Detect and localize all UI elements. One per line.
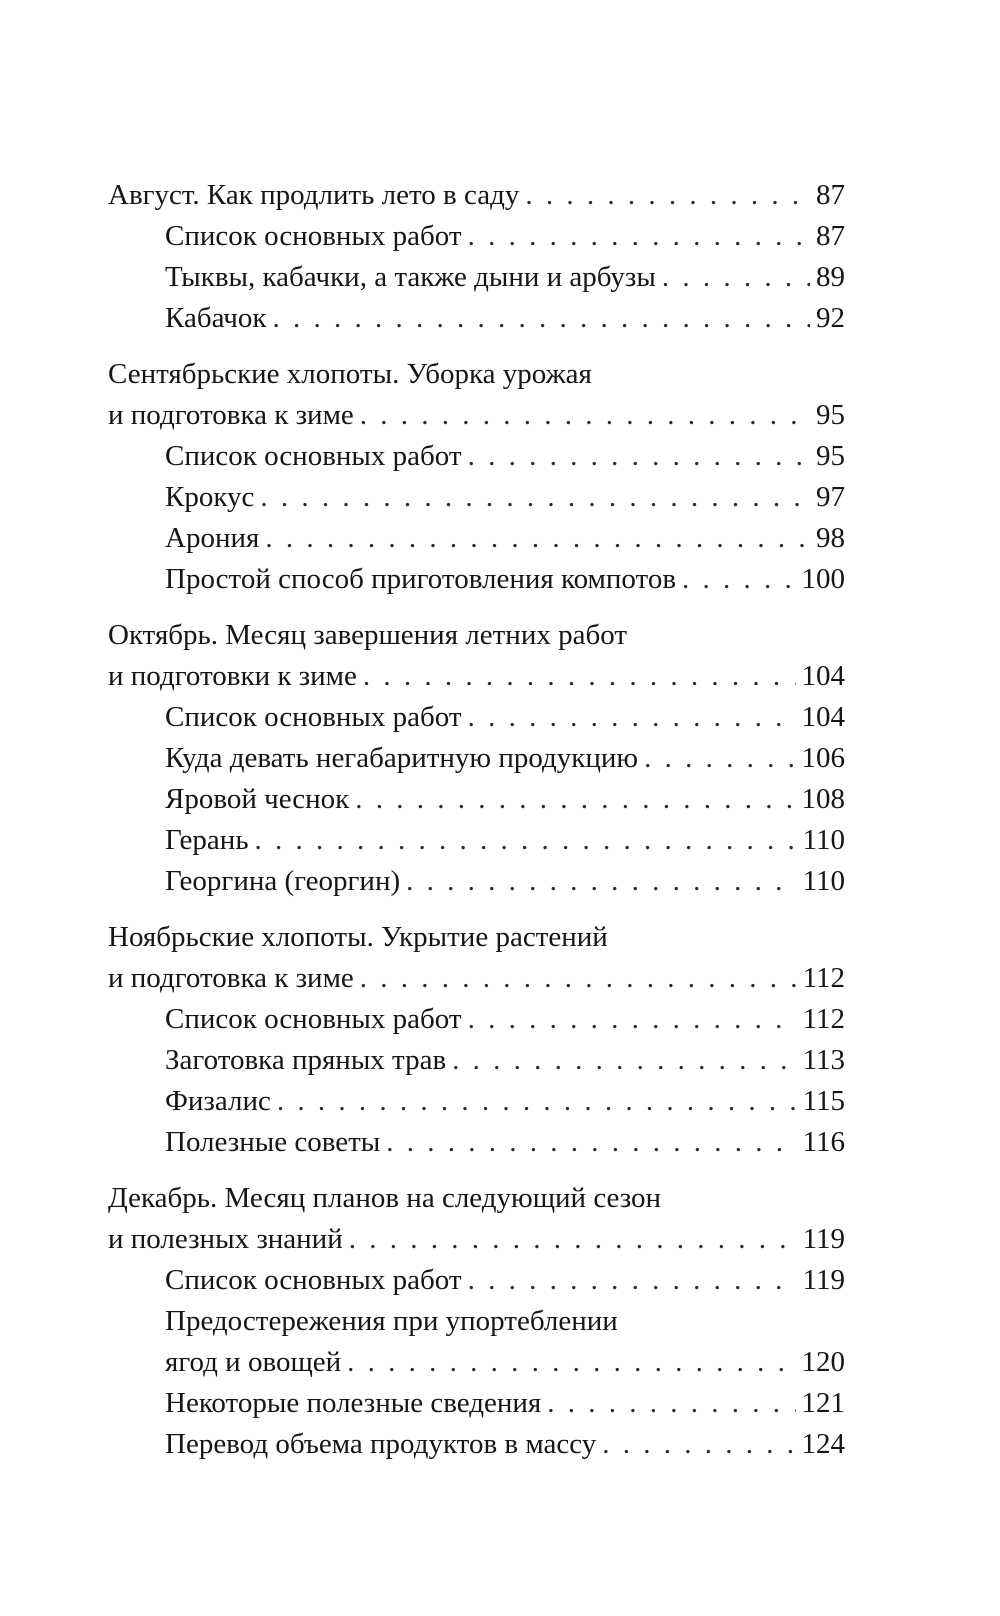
toc-section [108, 615, 845, 902]
dot-leader [360, 395, 810, 436]
page-number: 104 [801, 701, 845, 733]
toc-item [108, 1260, 845, 1301]
page-number: 116 [802, 1126, 845, 1158]
dot-leader [272, 298, 810, 339]
toc-chapter-title: Август. Как продлить лето в саду [108, 179, 520, 211]
toc-item [108, 1040, 845, 1081]
toc-item [108, 861, 845, 902]
page-number: 95 [816, 399, 845, 431]
page-number: 97 [816, 481, 845, 513]
toc-item-title: Георгина (георгин) [165, 865, 401, 897]
toc-item [108, 257, 845, 298]
dot-leader [468, 1260, 797, 1301]
toc-chapter [108, 175, 845, 216]
page-number: 87 [816, 179, 845, 211]
page-number: 104 [801, 660, 845, 692]
page-number: 98 [816, 522, 845, 554]
toc-item-title: Тыквы, кабачки, а также дыни и арбузы [165, 261, 656, 293]
toc-item-title: Герань [165, 824, 249, 856]
toc-chapter-title: и подготовка к зиме [108, 399, 354, 431]
toc-chapter [108, 1219, 845, 1260]
dot-leader [347, 1342, 795, 1383]
dot-leader [277, 1081, 797, 1122]
page-number: 124 [801, 1428, 845, 1460]
toc-section [108, 354, 845, 600]
toc-item-title: Арония [165, 522, 260, 554]
toc-item [108, 1342, 845, 1383]
toc-chapter-title-line: Декабрь. Месяц планов на следующий сезон [108, 1182, 662, 1214]
toc-section [108, 1178, 845, 1465]
page-number: 100 [801, 563, 845, 595]
page-number: 110 [802, 865, 845, 897]
toc-item [108, 697, 845, 738]
toc-item [108, 779, 845, 820]
dot-leader [363, 656, 796, 697]
toc-chapter-title-line: Октябрь. Месяц завершения летних работ [108, 619, 628, 651]
page-number: 108 [801, 783, 845, 815]
dot-leader [349, 1219, 797, 1260]
page-number: 112 [802, 1003, 845, 1035]
dot-leader [547, 1383, 795, 1424]
dot-leader [468, 436, 810, 477]
toc-item-title: Перевод объема продуктов в массу [165, 1428, 597, 1460]
toc-item-title: ягод и овощей [165, 1346, 342, 1378]
toc-item-title: Полезные советы [165, 1126, 381, 1158]
toc-item-title: Список основных работ [165, 220, 462, 252]
page-number: 110 [802, 824, 845, 856]
page-number: 112 [802, 962, 845, 994]
toc-item [108, 559, 845, 600]
toc-item-title: Список основных работ [165, 1003, 462, 1035]
toc-item-title: Крокус [165, 481, 255, 513]
page-number: 113 [802, 1044, 845, 1076]
toc-item-title: Список основных работ [165, 1264, 462, 1296]
toc-item [108, 518, 845, 559]
toc-section [108, 175, 845, 339]
table-of-contents [108, 175, 845, 1480]
toc-chapter [108, 395, 845, 436]
dot-leader [662, 257, 810, 298]
toc-item-title: Физалис [165, 1085, 271, 1117]
toc-item [108, 1424, 845, 1465]
toc-section [108, 917, 845, 1163]
dot-leader [452, 1040, 796, 1081]
dot-leader [386, 1122, 796, 1163]
dot-leader [265, 518, 810, 559]
dot-leader [468, 697, 796, 738]
dot-leader [468, 999, 797, 1040]
page-number: 115 [802, 1085, 845, 1117]
toc-item-title: Заготовка пряных трав [165, 1044, 447, 1076]
toc-item-title: Некоторые полезные сведения [165, 1387, 542, 1419]
toc-item [108, 1383, 845, 1424]
page-number: 120 [801, 1346, 845, 1378]
dot-leader [682, 559, 795, 600]
dot-leader [360, 958, 797, 999]
toc-chapter-title: и подготовки к зиме [108, 660, 357, 692]
toc-item [108, 216, 845, 257]
page-number: 87 [816, 220, 845, 252]
dot-leader [260, 477, 810, 518]
toc-item-title: Список основных работ [165, 440, 462, 472]
dot-leader [355, 779, 795, 820]
page-number: 119 [802, 1223, 845, 1255]
page-number: 121 [801, 1387, 845, 1419]
toc-item [108, 820, 845, 861]
toc-chapter-title: и полезных знаний [108, 1223, 343, 1255]
toc-item-title: Куда девать негабаритную продукцию [165, 742, 639, 774]
toc-item-title: Простой способ приготовления компотов [165, 563, 677, 595]
dot-leader [602, 1424, 795, 1465]
toc-item [108, 436, 845, 477]
page-number: 92 [816, 302, 845, 334]
toc-chapter-title: и подготовка к зиме [108, 962, 354, 994]
toc-item [108, 477, 845, 518]
page-number: 95 [816, 440, 845, 472]
toc-item-title: Кабачок [165, 302, 267, 334]
toc-chapter-title-line: Сентябрьские хлопоты. Уборка урожая [108, 358, 592, 390]
toc-item [108, 738, 845, 779]
page-number: 119 [802, 1264, 845, 1296]
toc-item [108, 1081, 845, 1122]
toc-chapter-title-line: Ноябрьские хлопоты. Укрытие растений [108, 921, 608, 953]
toc-item-title: Яровой чеснок [165, 783, 350, 815]
dot-leader [525, 175, 810, 216]
toc-item [108, 1122, 845, 1163]
toc-item-title-line: Предостережения при упортеблении [165, 1305, 618, 1337]
toc-item [108, 999, 845, 1040]
toc-item-title: Список основных работ [165, 701, 462, 733]
dot-leader [406, 861, 796, 902]
dot-leader [644, 738, 795, 779]
page-number: 106 [801, 742, 845, 774]
dot-leader [255, 820, 797, 861]
toc-item [108, 298, 845, 339]
page-number: 89 [816, 261, 845, 293]
dot-leader [468, 216, 810, 257]
toc-chapter [108, 656, 845, 697]
toc-chapter [108, 958, 845, 999]
